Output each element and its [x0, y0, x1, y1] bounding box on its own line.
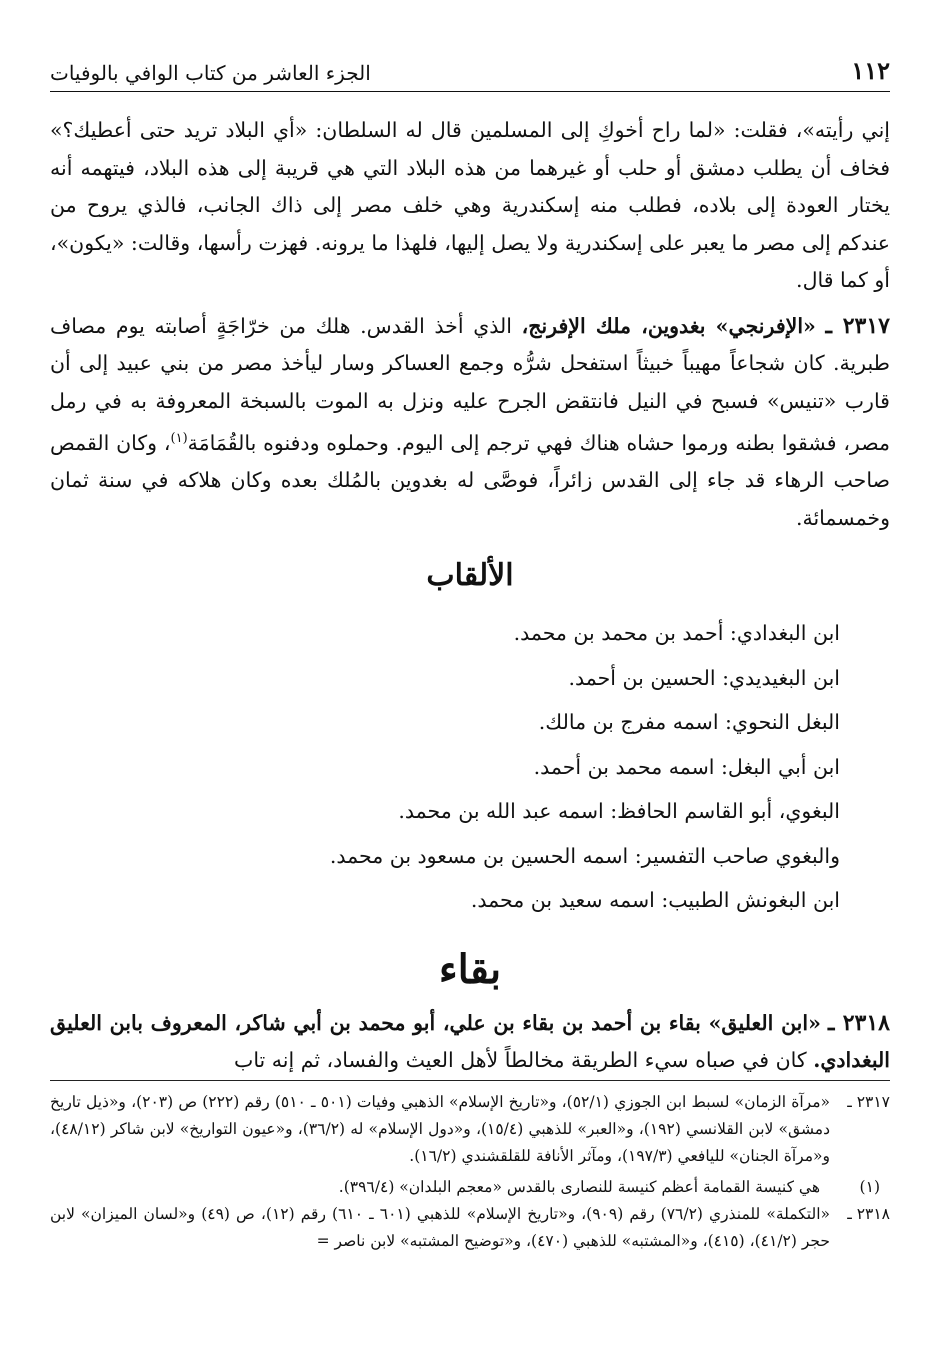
- footnote-ref[interactable]: (١): [170, 431, 188, 446]
- list-item: البغوي، أبو القاسم الحافظ: اسمه عبد الله بن محمد.: [398, 799, 840, 824]
- footnotes: [50, 1080, 890, 1255]
- alqab-list: [50, 611, 890, 923]
- footnote-key: ٢٣١٨ ـ: [847, 1205, 890, 1223]
- list-item: ابن البغيديدي: الحسين بن أحمد.: [568, 665, 840, 690]
- list-item: ابن البغدادي: أحمد بن محمد بن محمد.: [513, 621, 840, 646]
- list-item: البغل النحوي: اسمه مفرج بن مالك.: [538, 710, 840, 735]
- footnote-text: «التكملة» للمنذري (٧٦/٢) رقم (٩٠٩)، و«تاريخ الإسلام» للذهبي (٦٠١ ـ ٦١٠) رقم (١٢)، ص (٤٩) و«لسان الميزان» لابن حجر (٤١/٢)، (٤١٥)، و«المشتبه» للذهبي (٤٧٠)، و«توضيح المشتبه» لابن ناصر =: [50, 1205, 830, 1250]
- section-title-alqab: الألقاب: [426, 558, 514, 594]
- footnote-2317: [50, 1089, 890, 1170]
- section-title-baqa: بقاء: [438, 945, 502, 993]
- list-item: ابن أبي البغل: اسمه محمد بن أحمد.: [533, 754, 840, 779]
- footnote-key: (١): [859, 1178, 880, 1196]
- entry-text: الذي أخذ القدس. هلك من خرّاجَةٍ أصابته يوم مصاف طبرية. كان شجاعاً مهيباً خبيثاً استفحل شرُّه وجمع العساكر وسار ليأخذ مصر من بني عبيد إلى أن قارب «تنيس» فسبح في النيل فانتقض الجرح عليه ونزل به الموت بالسبخة المعروفة به في رمل مصر، فشقوا بطنه ورموا حشاه هناك فهي ترجم إلى اليوم. وحملوه ودفنوه بالقُمَامَة: [50, 313, 891, 455]
- footnote-key: ٢٣١٧ ـ: [847, 1093, 890, 1111]
- entry-name: «ابن العليق» بقاء بن أحمد بن بقاء بن علي، أبو محمد بن أبي شاكر، المعروف بابن العليق البغدادي.: [50, 1010, 890, 1073]
- entry-number: ٢٣١٧ ـ: [825, 312, 890, 339]
- book-page: [50, 0, 890, 1368]
- paragraph-intro: إني رأيته»، فقلت: «لما راح أخوكِ إلى المسلمين قال له السلطان: «أي البلاد تريد حتى أعطيك؟» فخاف أن يطلب دمشق أو حلب أو غيرهما من هذه البلاد التي هي قريبة إلى هذه البلاد، فيتهمه أنه يختار العودة إلى بلاده، فطلب منه إسكندرية وهي خلف مصر إلى ذاك الجانب، فالذي يروح من عندكم إلى مصر ما يعبر على إسكندرية ولا يصل إليها، فلهذا ما يرونه. فهزت رأسها، وقالت: «يكون»، أو كما قال.: [50, 118, 890, 292]
- footnote-text: «مرآة الزمان» لسبط ابن الجوزي (٥٢/١)، و«تاريخ الإسلام» الذهبي وفيات (٥٠١ ـ ٥١٠) رقم (٢٢٢) ص (٢٠٣)، و«ذيل تاريخ دمشق» لابن القلانسي (١٩٢)، و«العبر» للذهبي (١٥/٤)، و«دول الإسلام» له (٣٦/٢)، و«عيون التواريخ» لابن شاكر (٤٨/١٢)، و«مرآة الجنان» لليافعي (١٩٧/٣)، ومآثر الأنافة للقلقشندي (١٦/٢).: [50, 1093, 831, 1165]
- footnote-text: هي كنيسة القمامة أعظم كنيسة للنصارى بالقدس «معجم البلدان» (٣٩٦/٤).: [338, 1178, 820, 1196]
- entry-text: كان في صباه سيء الطريقة مخالطاً لأهل العيث والفساد، ثم إنه تاب: [234, 1048, 814, 1073]
- running-title: الجزء العاشر من كتاب الوافي بالوفيات: [50, 61, 371, 85]
- entry-text-continued: ، وكان القمص صاحب الرهاء قد جاء إلى القدس زائراً، فوصَّى له بغدوين بالمُلك بعده وكان هلاكه في سنة ثمان وخمسمائة.: [50, 430, 890, 530]
- entry-2317: [50, 308, 890, 538]
- page-header: [50, 52, 890, 92]
- footnote-2318: [50, 1201, 890, 1255]
- entry-name: «الإفرنجي» بغدوين، ملك الإفرنج،: [521, 313, 816, 338]
- entry-number: ٢٣١٨ ـ: [828, 1009, 890, 1036]
- list-item: ابن البغونش الطبيب: اسمه سعيد بن محمد.: [470, 888, 840, 913]
- list-item: والبغوي صاحب التفسير: اسمه الحسين بن مسعود بن محمد.: [329, 843, 840, 868]
- page-number: ١١٢: [851, 56, 890, 85]
- main-text: [50, 112, 890, 1080]
- entry-2318: [50, 1005, 890, 1080]
- footnote-1: [50, 1174, 890, 1201]
